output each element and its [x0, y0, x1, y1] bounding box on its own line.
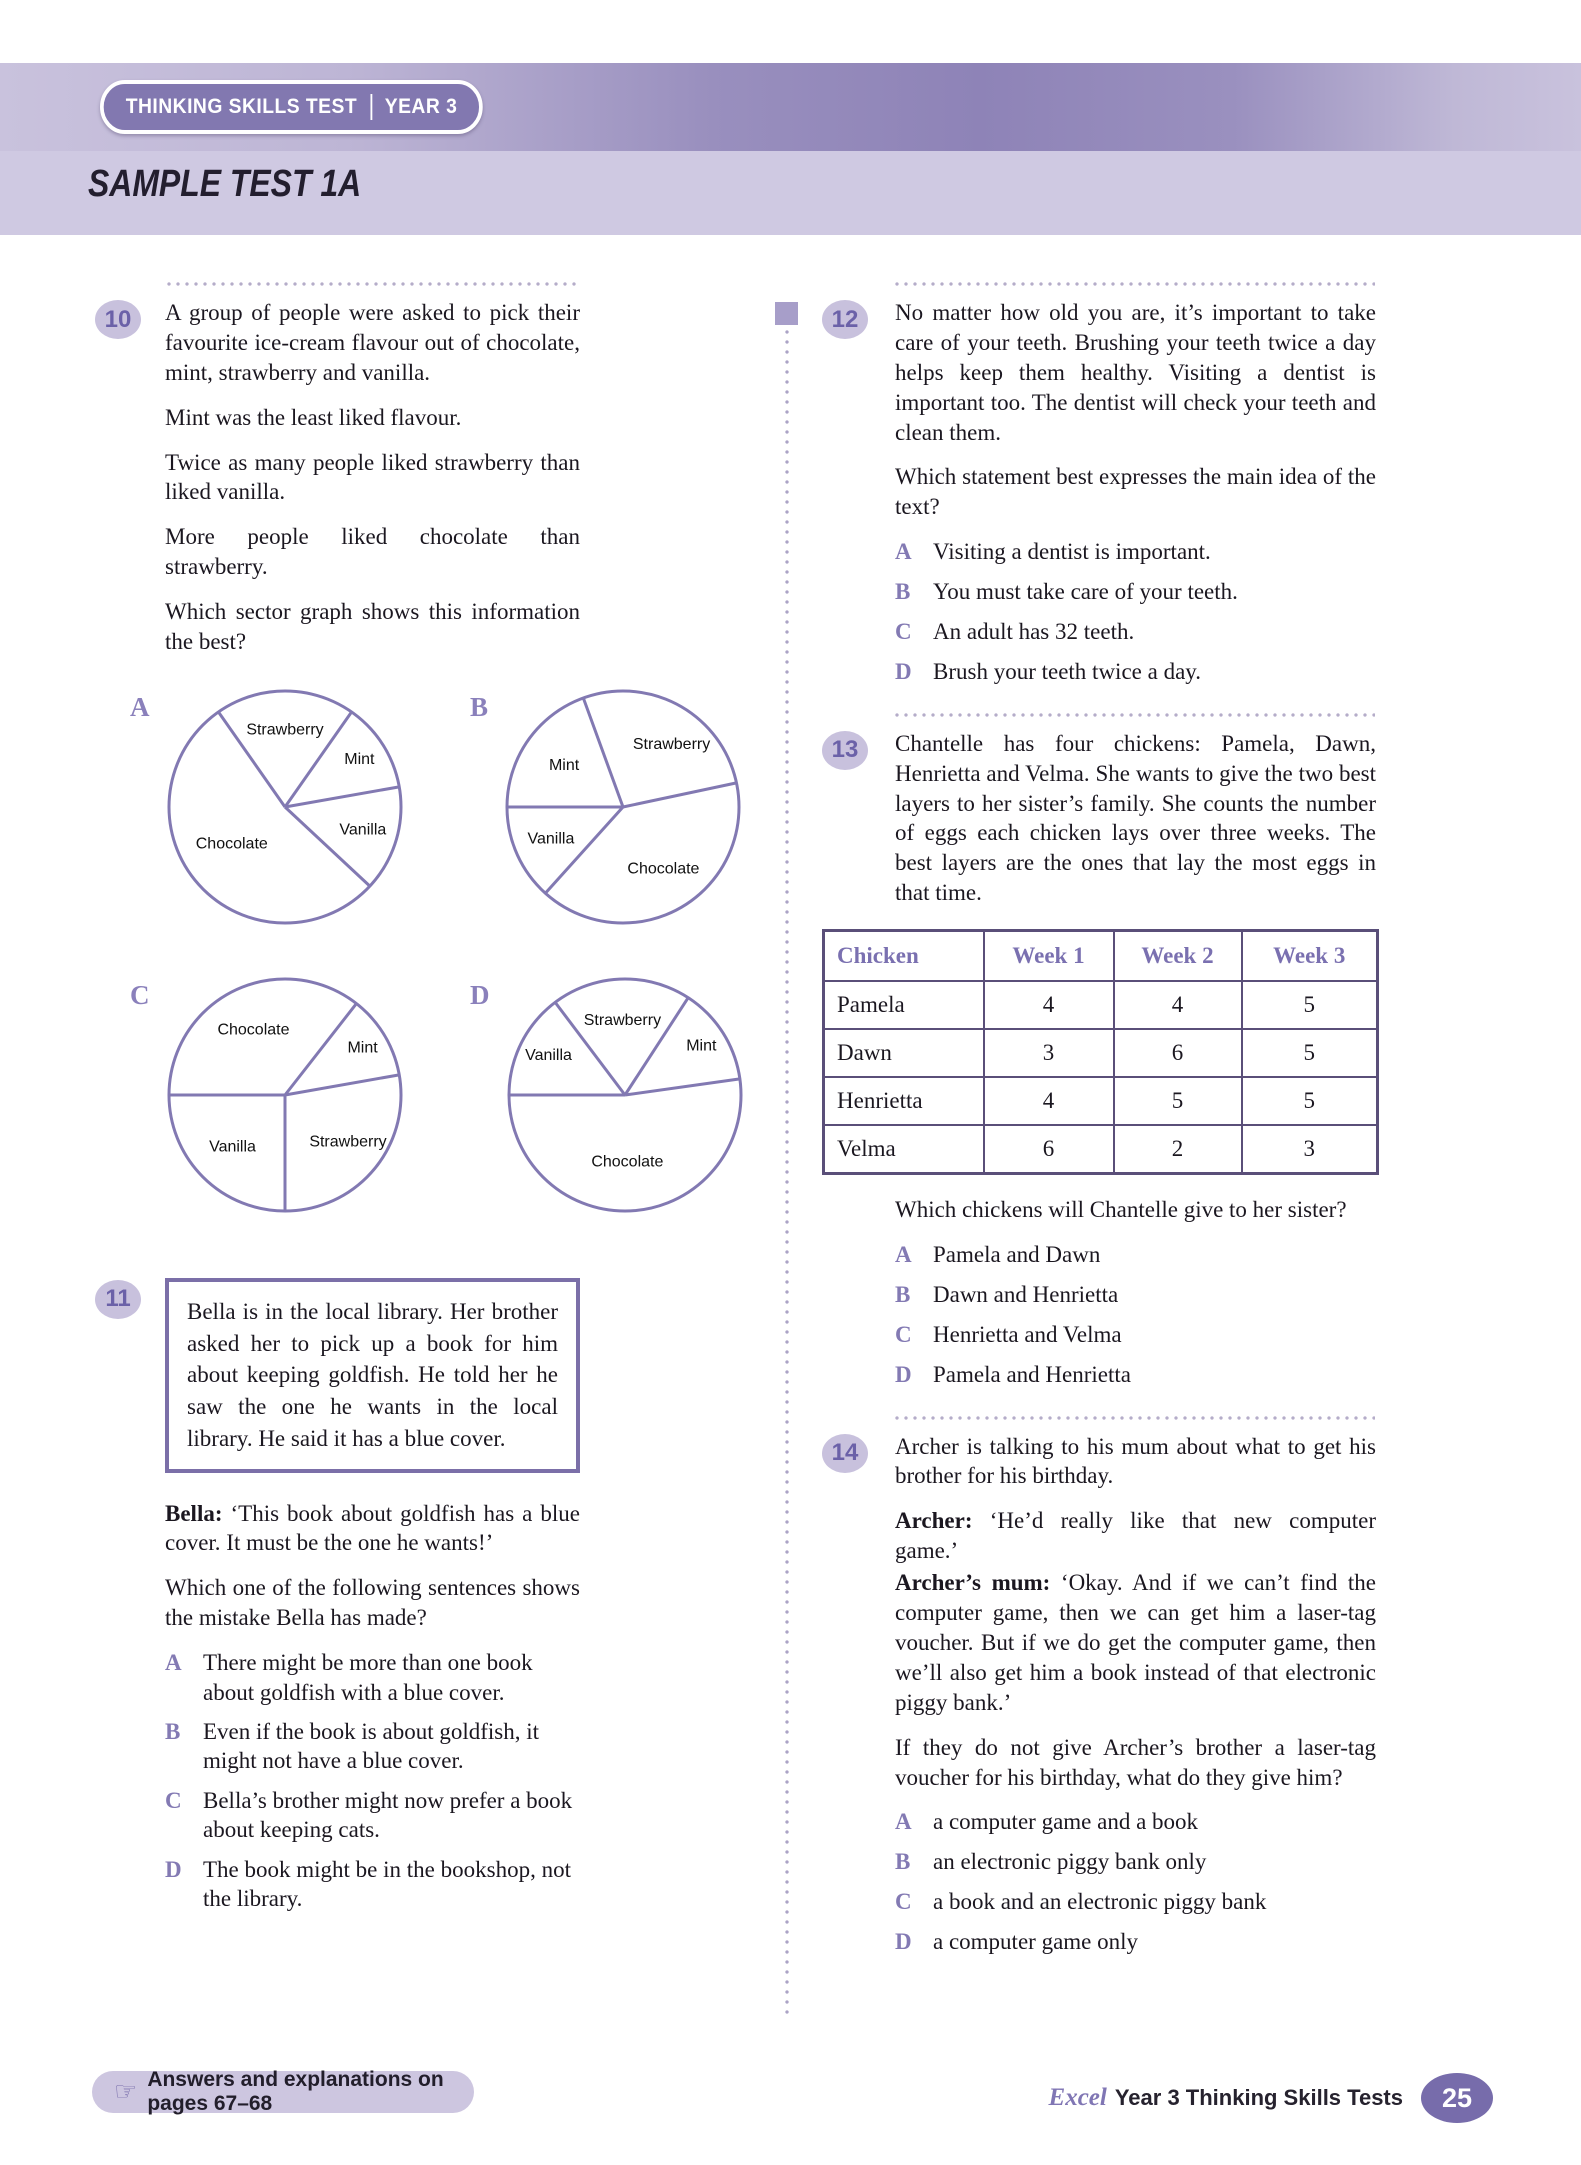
pie-slice-label: Vanilla	[527, 830, 575, 848]
option-letter: D	[895, 658, 912, 684]
chicken-name-cell: Velma	[824, 1125, 984, 1174]
egg-count-cell: 4	[1114, 981, 1242, 1029]
dialogue-line	[165, 1499, 580, 1559]
question-prompt: Which chickens will Chantelle give to her sister?	[895, 1197, 1347, 1223]
question-prompt: If they do not give Archer’s brother a laser-tag voucher for his birthday, what do they give him?	[895, 1734, 1376, 1790]
dialogue-line	[895, 1568, 1376, 1717]
pie-slice-label: Vanilla	[208, 1138, 256, 1156]
egg-count-table-grid	[822, 929, 1379, 1175]
dialogue-line	[895, 1506, 1376, 1566]
option-letter: A	[895, 1242, 912, 1268]
option-letter: C	[165, 1787, 182, 1813]
pie-option-d	[470, 974, 810, 1216]
pie-option-a	[130, 686, 470, 928]
column-header: Chicken	[824, 931, 984, 982]
egg-count-table	[822, 929, 1376, 1175]
option-row	[895, 1240, 1376, 1270]
badge-series-label: THINKING SKILLS TEST	[125, 95, 358, 118]
column-header: Week 2	[1114, 931, 1242, 982]
question-number-badge: 13	[822, 731, 868, 770]
dialogue-text: ‘This book about goldfish has a blue cover. It must be the one he wants!’	[165, 1500, 580, 1556]
egg-count-cell: 4	[984, 1077, 1114, 1125]
pie-chart-b	[502, 686, 744, 928]
option-text: You must take care of your teeth.	[933, 579, 1238, 605]
column-header: Week 3	[1242, 931, 1378, 982]
option-letter: B	[895, 1281, 911, 1307]
brand-name: Excel	[1048, 2084, 1107, 2111]
page-number-badge: 25	[1421, 2073, 1493, 2123]
question-separator	[895, 282, 1375, 286]
option-text: a computer game only	[933, 1929, 1139, 1955]
dialogue-text: ‘Okay. And if we can’t find the computer game, then we can get him a laser-tag voucher. But if we do get the computer game, then we’ll also get him a book instead of that electronic piggy bank.’	[895, 1570, 1376, 1715]
pie-option-letter: B	[470, 691, 489, 722]
question-number-badge: 11	[95, 1280, 141, 1319]
question-10	[95, 298, 580, 672]
stimulus-box	[165, 1278, 580, 1473]
egg-count-cell: 4	[984, 981, 1114, 1029]
egg-count-cell: 6	[1114, 1029, 1242, 1077]
chicken-name-cell: Pamela	[824, 981, 984, 1029]
question-prompt: Which one of the following sentences shows the mistake Bella has made?	[165, 1575, 580, 1631]
option-letter: D	[895, 1361, 912, 1387]
question-text: Archer is talking to his mum about what to get his brother for his birthday.	[895, 1433, 1376, 1489]
option-row	[895, 617, 1376, 647]
question-text: Mint was the least liked flavour.	[165, 404, 462, 430]
option-row	[895, 577, 1376, 607]
answers-note-pill	[92, 2068, 474, 2115]
pie-slice-label: Strawberry	[308, 1133, 387, 1151]
option-text: Bella’s brother might now prefer a book about keeping cats.	[203, 1787, 573, 1843]
option-letter: B	[895, 579, 911, 605]
badge-year-label: YEAR 3	[384, 95, 458, 118]
option-text: an electronic piggy bank only	[933, 1849, 1207, 1875]
page-title: SAMPLE TEST 1A	[88, 163, 362, 205]
pie-slice-label: Mint	[685, 1037, 716, 1055]
question-separator	[895, 713, 1375, 717]
question-separator	[167, 282, 577, 286]
right-column	[822, 282, 1376, 1967]
egg-count-cell: 3	[984, 1029, 1114, 1077]
option-letter: D	[895, 1929, 912, 1955]
option-text: The book might be in the bookshop, not the library.	[203, 1856, 571, 1912]
stimulus-text: Bella is in the local library. Her brother asked her to pick up a book for him about keeping goldfish. He told her he saw the one he wants in the local library. He said it has a blue cover.	[187, 1298, 558, 1451]
option-letter: A	[165, 1650, 182, 1676]
option-letter: C	[895, 1889, 912, 1915]
option-row	[165, 1786, 580, 1845]
question-prompt: Which sector graph shows this information the best?	[165, 599, 580, 655]
pie-slice-label: Vanilla	[524, 1047, 572, 1065]
column-divider-square	[775, 302, 798, 325]
pie-option-letter: C	[130, 979, 150, 1010]
option-letter: A	[895, 539, 912, 565]
egg-count-cell: 6	[984, 1125, 1114, 1174]
question-12	[822, 298, 1376, 697]
option-text: Visiting a dentist is important.	[933, 539, 1211, 565]
pie-slice-label: Strawberry	[583, 1011, 661, 1029]
egg-count-cell: 2	[1114, 1125, 1242, 1174]
table-row	[824, 981, 1378, 1029]
option-text: a book and an electronic piggy bank	[933, 1889, 1267, 1915]
header-badge	[100, 80, 483, 134]
footer-brand-area	[1049, 2073, 1493, 2123]
option-text: There might be more than one book about goldfish with a blue cover.	[203, 1650, 533, 1705]
column-header: Week 1	[984, 931, 1114, 982]
option-row	[895, 657, 1376, 687]
pie-slice-label: Chocolate	[627, 860, 700, 878]
option-text: Pamela and Henrietta	[933, 1361, 1131, 1387]
option-text: An adult has 32 teeth.	[933, 619, 1135, 645]
option-text: Pamela and Dawn	[933, 1242, 1101, 1268]
badge-divider	[370, 94, 372, 120]
table-row	[824, 1077, 1378, 1125]
speaker-name: Archer’s mum:	[895, 1570, 1051, 1596]
table-header-row	[824, 931, 1378, 982]
option-text: Brush your teeth twice a day.	[933, 658, 1202, 684]
option-row	[165, 1648, 580, 1707]
option-letter: B	[165, 1719, 181, 1745]
question-number-badge: 12	[822, 300, 868, 339]
option-letter: B	[895, 1849, 911, 1875]
pie-slice-label: Chocolate	[216, 1021, 289, 1039]
egg-count-cell: 5	[1242, 1077, 1378, 1125]
egg-count-cell: 5	[1242, 1029, 1378, 1077]
question-text: More people liked chocolate than strawberry.	[165, 524, 580, 580]
option-letter: C	[895, 1321, 912, 1347]
question-text: A group of people were asked to pick their favourite ice-cream flavour out of chocolate, mint, strawberry and vanilla.	[165, 300, 580, 385]
pie-slice-label: Strawberry	[245, 721, 324, 739]
question-14	[822, 1432, 1376, 1967]
pie-option-letter: D	[470, 979, 490, 1010]
option-letter: A	[895, 1809, 912, 1835]
pie-option-b	[470, 686, 810, 928]
option-row	[895, 1887, 1376, 1917]
pie-slice-label: Mint	[343, 750, 374, 768]
pointing-hand-icon: ☞	[114, 2077, 138, 2106]
question-prompt: Which statement best expresses the main idea of the text?	[895, 464, 1376, 520]
dialogue-text: ‘He’d really like that new computer game.’	[895, 1508, 1376, 1564]
speaker-name: Bella:	[165, 1500, 223, 1526]
pie-option-c	[130, 974, 470, 1216]
pie-slice-label: Chocolate	[195, 835, 268, 853]
egg-count-cell: 5	[1242, 981, 1378, 1029]
option-text: Even if the book is about goldfish, it might not have a blue cover.	[203, 1719, 540, 1774]
question-13	[822, 729, 1376, 923]
chicken-name-cell: Dawn	[824, 1029, 984, 1077]
pie-option-letter: A	[130, 691, 150, 722]
question-13-options	[822, 1195, 1376, 1399]
option-row	[895, 1360, 1376, 1390]
pie-slice-label: Vanilla	[338, 821, 386, 839]
option-letter: D	[165, 1856, 182, 1882]
speaker-name: Archer:	[895, 1508, 973, 1534]
option-text: Dawn and Henrietta	[933, 1281, 1119, 1307]
option-row	[895, 1847, 1376, 1877]
option-text: Henrietta and Velma	[933, 1321, 1122, 1347]
pie-slice-label: Mint	[548, 756, 580, 774]
option-row	[165, 1717, 580, 1776]
egg-count-cell: 5	[1114, 1077, 1242, 1125]
question-text: Twice as many people liked strawberry than liked vanilla.	[165, 449, 580, 505]
option-row	[165, 1855, 580, 1914]
brand-series: Year 3 Thinking Skills Tests	[1114, 2085, 1403, 2110]
left-column	[95, 282, 716, 1924]
question-separator	[895, 1416, 1375, 1420]
option-row	[895, 537, 1376, 567]
question-text: No matter how old you are, it’s important to take care of your teeth. Brushing your teeth twice a day helps keep them healthy. Visiting a dentist is important too. The dentist will check your teeth and clean them.	[895, 300, 1376, 445]
question-number-badge: 14	[822, 1434, 868, 1473]
option-row	[895, 1927, 1376, 1957]
sector-graph-options	[130, 686, 716, 1216]
answers-note-text: Answers and explanations on pages 67–68	[147, 2068, 444, 2115]
table-row	[824, 1029, 1378, 1077]
question-number-badge: 10	[95, 300, 141, 339]
option-row	[895, 1807, 1376, 1837]
pie-slice-label: Chocolate	[590, 1153, 663, 1171]
option-letter: C	[895, 619, 912, 645]
option-text: a computer game and a book	[933, 1809, 1199, 1835]
egg-count-cell: 3	[1242, 1125, 1378, 1174]
chicken-name-cell: Henrietta	[824, 1077, 984, 1125]
pie-slice-label: Mint	[346, 1039, 378, 1057]
option-row	[895, 1320, 1376, 1350]
question-11	[95, 1278, 580, 1924]
option-row	[895, 1280, 1376, 1310]
pie-chart-d	[504, 974, 746, 1216]
pie-chart-c	[164, 974, 406, 1216]
pie-chart-a	[164, 686, 406, 928]
question-text: Chantelle has four chickens: Pamela, Dawn, Henrietta and Velma. She wants to give the two best layers to her sister’s family. She counts the number of eggs each chicken lays over three weeks. The best layers are the ones that lay the most eggs in that time.	[895, 730, 1376, 906]
table-row	[824, 1125, 1378, 1174]
pie-slice-label: Strawberry	[632, 735, 711, 753]
